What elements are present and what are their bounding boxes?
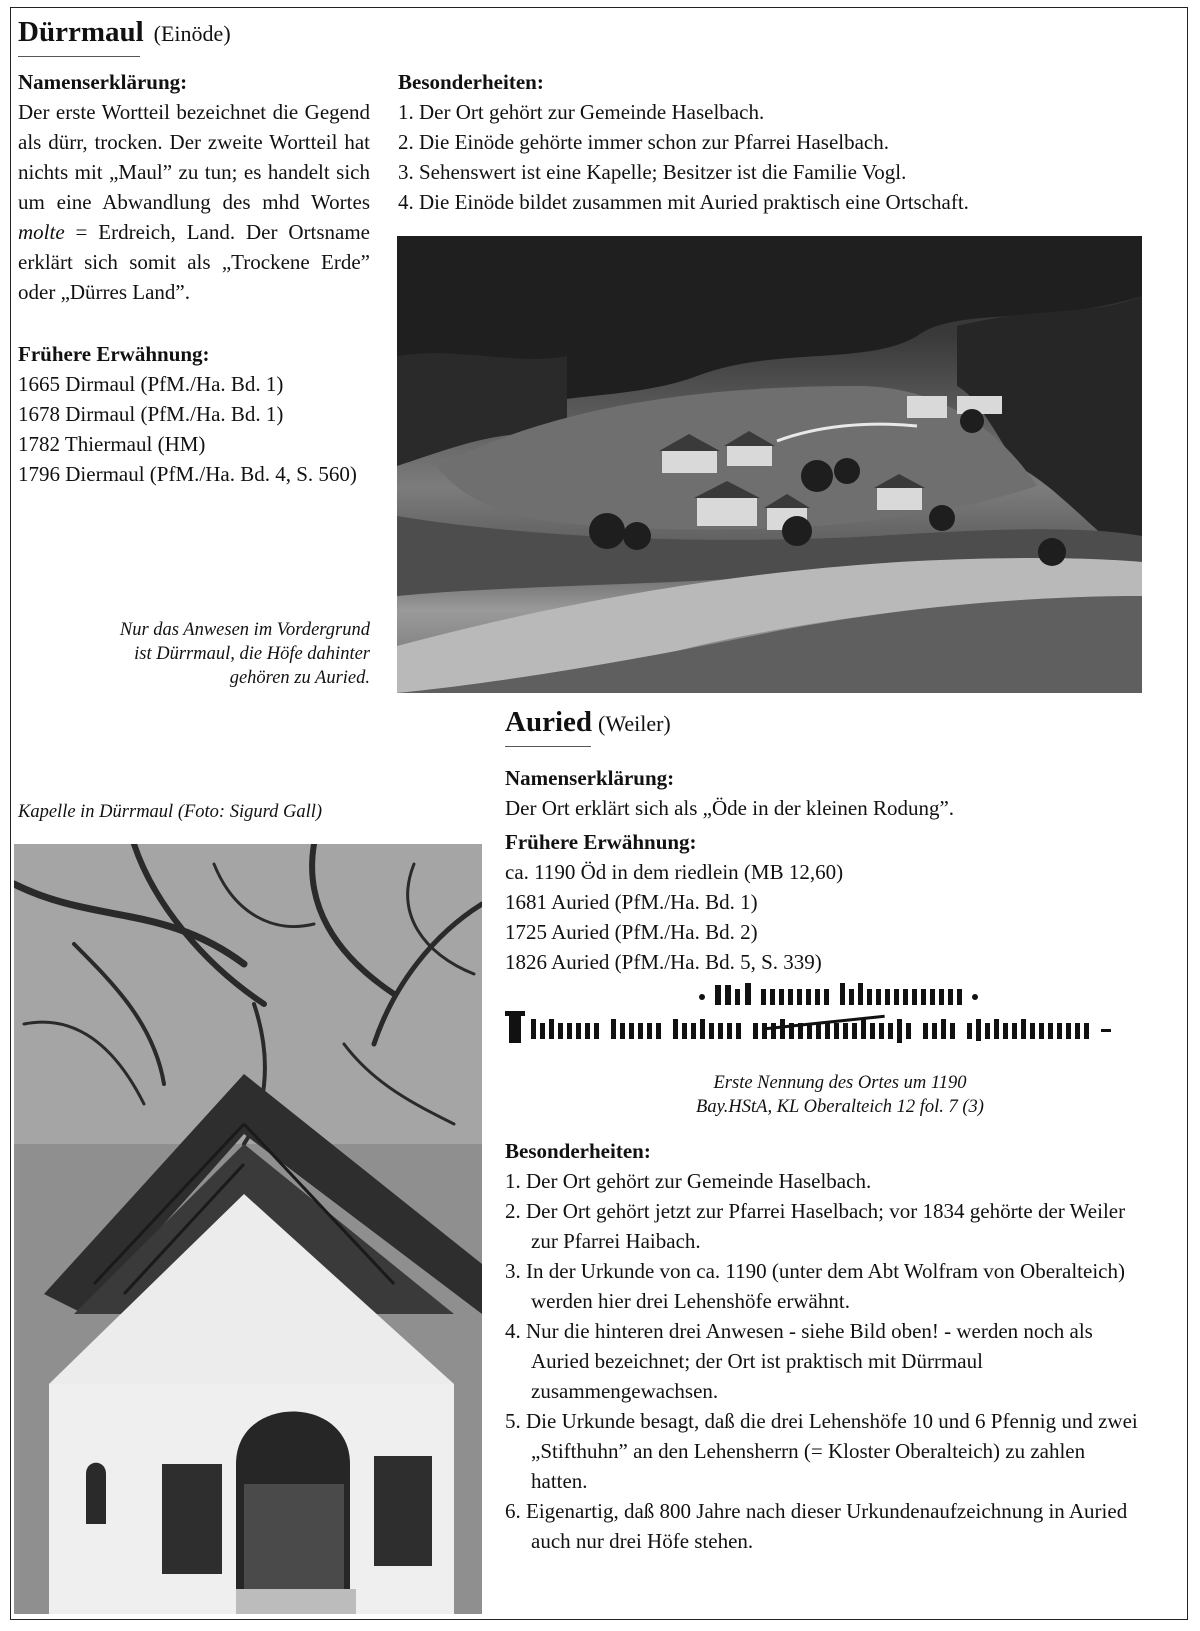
aerial-photo	[397, 236, 1142, 693]
list-item: 1681 Auried (PfM./Ha. Bd. 1)	[505, 890, 758, 914]
manuscript-image	[505, 975, 1135, 1060]
list-item: 1. Der Ort gehört zur Gemeinde Haselbach.	[398, 100, 765, 124]
duerrmaul-besonder-section	[398, 67, 1178, 217]
aerial-caption	[18, 618, 370, 690]
auried-namen-text: Der Ort erklärt sich als „Öde in der kleinen Rodung”.	[505, 796, 955, 820]
manuscript-caption	[505, 1071, 1175, 1119]
duerrmaul-namen-heading: Namenserklärung:	[18, 70, 188, 94]
duerrmaul-frueher-section	[18, 339, 378, 489]
duerrmaul-namen-text-2: = Erdreich, Land. Der Ortsname erklärt sich somit als „Trockene Erde” oder „Dürres Land”.	[18, 220, 370, 304]
list-item: 2. Die Einöde gehörte immer schon zur Pfarrei Haselbach.	[398, 130, 889, 154]
auried-title-rule	[505, 746, 591, 747]
auried-frueher-heading: Frühere Erwähnung:	[505, 830, 697, 854]
duerrmaul-besonder-heading: Besonderheiten:	[398, 70, 544, 94]
aerial-caption-line: ist Dürrmaul, die Höfe dahinter	[134, 644, 370, 664]
duerrmaul-subtitle: (Einöde)	[153, 21, 231, 46]
list-item: 3. Sehenswert ist eine Kapelle; Besitzer ist die Familie Vogl.	[398, 160, 907, 184]
list-item: 1. Der Ort gehört zur Gemeinde Haselbach.	[505, 1169, 872, 1193]
aerial-caption-line: gehören zu Auried.	[229, 668, 370, 688]
duerrmaul-title-block	[18, 16, 231, 49]
list-item: 4. Nur die hinteren drei Anwesen - siehe Bild oben! - werden noch als Auried bezeichnet; der Ort ist praktisch mit Dürrmaul zusammengewachsen.	[505, 1319, 1093, 1403]
duerrmaul-namen-text	[18, 97, 370, 307]
duerrmaul-title: Dürrmaul	[18, 16, 144, 48]
auried-title-block	[505, 706, 671, 739]
duerrmaul-title-rule	[18, 56, 140, 57]
list-item: ca. 1190 Öd in dem riedlein (MB 12,60)	[505, 860, 844, 884]
auried-besonder-section	[505, 1136, 1145, 1556]
list-item: 1782 Thiermaul (HM)	[18, 432, 206, 456]
duerrmaul-frueher-list	[18, 369, 378, 489]
aerial-caption-line: Nur das Anwesen im Vordergrund	[119, 620, 370, 640]
manuscript-caption-line: Bay.HStA, KL Oberalteich 12 fol. 7 (3)	[696, 1097, 984, 1117]
list-item: 5. Die Urkunde besagt, daß die drei Lehenshöfe 10 und 6 Pfennig und zwei „Stifthuhn” an den Lehensherrn (= Kloster Oberalteich) zu zahlen hatten.	[505, 1409, 1138, 1493]
auried-subtitle: (Weiler)	[598, 711, 671, 736]
auried-title: Auried	[505, 706, 592, 738]
auried-namen-heading: Namenserklärung:	[505, 766, 675, 790]
list-item: 1678 Dirmaul (PfM./Ha. Bd. 1)	[18, 402, 284, 426]
auried-frueher-list	[505, 857, 1175, 977]
manuscript-caption-line: Erste Nennung des Ortes um 1190	[713, 1073, 967, 1093]
list-item: 1826 Auried (PfM./Ha. Bd. 5, S. 339)	[505, 950, 822, 974]
manuscript-drawing	[505, 975, 1135, 1060]
list-item: 1796 Diermaul (PfM./Ha. Bd. 4, S. 560)	[18, 462, 357, 486]
duerrmaul-namen-italic: molte	[18, 220, 65, 244]
duerrmaul-besonder-list	[398, 97, 1178, 217]
chapel-photo	[14, 844, 482, 1614]
list-item: 6. Eigenartig, daß 800 Jahre nach dieser Urkundenaufzeichnung in Auried auch nur drei Höfe stehen.	[505, 1499, 1128, 1553]
duerrmaul-namen-text-1: Der erste Wortteil bezeichnet die Gegend als dürr, trocken. Der zweite Wortteil hat nichts mit „Maul” zu tun; es handelt sich um eine Abwandlung des mhd Wortes	[18, 100, 370, 214]
list-item: 1725 Auried (PfM./Ha. Bd. 2)	[505, 920, 758, 944]
list-item: 2. Der Ort gehört jetzt zur Pfarrei Haselbach; vor 1834 gehörte der Weiler zur Pfarrei Haibach.	[505, 1199, 1126, 1253]
chapel-photo-drawing	[14, 844, 482, 1614]
chapel-caption: Kapelle in Dürrmaul (Foto: Sigurd Gall)	[18, 802, 323, 822]
duerrmaul-namen-section	[18, 67, 370, 307]
list-item: 4. Die Einöde bildet zusammen mit Auried praktisch eine Ortschaft.	[398, 190, 969, 214]
auried-besonder-heading: Besonderheiten:	[505, 1139, 651, 1163]
aerial-photo-drawing	[397, 236, 1142, 693]
duerrmaul-frueher-heading: Frühere Erwähnung:	[18, 342, 210, 366]
list-item: 3. In der Urkunde von ca. 1190 (unter dem Abt Wolfram von Oberalteich) werden hier drei Lehenshöfe erwähnt.	[505, 1259, 1125, 1313]
auried-namen-section	[505, 763, 1175, 823]
auried-besonder-list	[505, 1166, 1145, 1556]
list-item: 1665 Dirmaul (PfM./Ha. Bd. 1)	[18, 372, 284, 396]
auried-frueher-section	[505, 827, 1175, 977]
